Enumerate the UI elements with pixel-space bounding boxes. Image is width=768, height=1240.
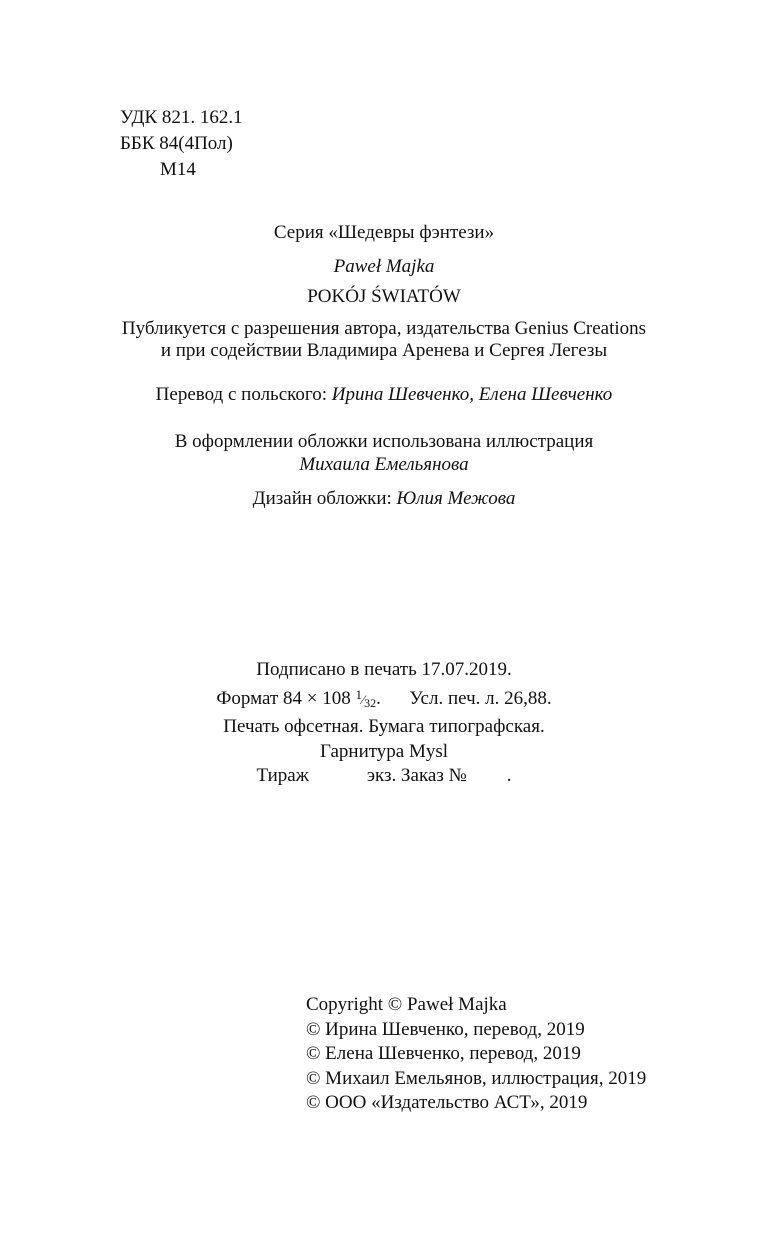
format-prefix: Формат 84 × 108	[216, 687, 356, 709]
print-run-end: .	[506, 765, 512, 786]
format-suffix: . Усл. печ. л. 26,88.	[376, 687, 552, 709]
permission-line-1: Публикуется с разрешения автора, издательства Genius Creations	[121, 318, 647, 339]
fraction-denominator: 32	[364, 695, 377, 710]
typeface: Гарнитура Mysl	[319, 740, 449, 762]
author-name: Paweł Majka	[333, 256, 435, 277]
translation-credit	[0, 384, 768, 406]
catalog-block	[120, 105, 243, 183]
book-title: POKÓJ ŚWIATÓW	[307, 286, 461, 307]
copyright-block	[306, 993, 646, 1116]
cover-illustration-line: В оформлении обложки использована иллюстрация	[174, 431, 594, 452]
print-paper: Печать офсетная. Бумага типографская.	[223, 716, 545, 737]
format-fraction	[355, 686, 377, 710]
imprint-block	[0, 658, 768, 789]
bbk-code: ББК 84(4Пол)	[120, 133, 233, 154]
cover-designer: Юлия Межова	[396, 488, 516, 509]
copyright-line: © Елена Шевченко, перевод, 2019	[306, 1043, 581, 1064]
format-line	[0, 683, 768, 716]
fraction-slash: ⁄	[361, 691, 365, 707]
print-run-line	[0, 764, 768, 789]
translator-names: Ирина Шевченко, Елена Шевченко	[331, 384, 613, 405]
copyright-line: © Ирина Шевченко, перевод, 2019	[306, 1018, 585, 1040]
copyright-line: © ООО «Издательство АСТ», 2019	[306, 1092, 588, 1113]
udk-code: УДК 821. 162.1	[120, 107, 243, 128]
copyright-line: © Михаил Емельянов, иллюстрация, 2019	[306, 1067, 647, 1089]
cover-design-label: Дизайн обложки:	[252, 488, 397, 509]
copies-order-label: экз. Заказ №	[366, 765, 467, 786]
print-run-label: Тираж	[256, 765, 309, 786]
translation-label: Перевод с польского:	[155, 384, 332, 405]
signed-date: Подписано в печать 17.07.2019.	[256, 659, 512, 680]
copyright-line: Copyright © Paweł Majka	[306, 994, 507, 1015]
fraction-numerator: 1	[355, 686, 362, 702]
permission-line-2: и при содействии Владимира Аренева и Сергея Легезы	[160, 340, 608, 361]
cover-artist: Михаила Емельянова	[299, 454, 469, 475]
author-mark: М14	[160, 159, 196, 180]
series-line: Серия «Шедевры фэнтези»	[273, 222, 495, 243]
cover-design-credit	[0, 488, 768, 510]
